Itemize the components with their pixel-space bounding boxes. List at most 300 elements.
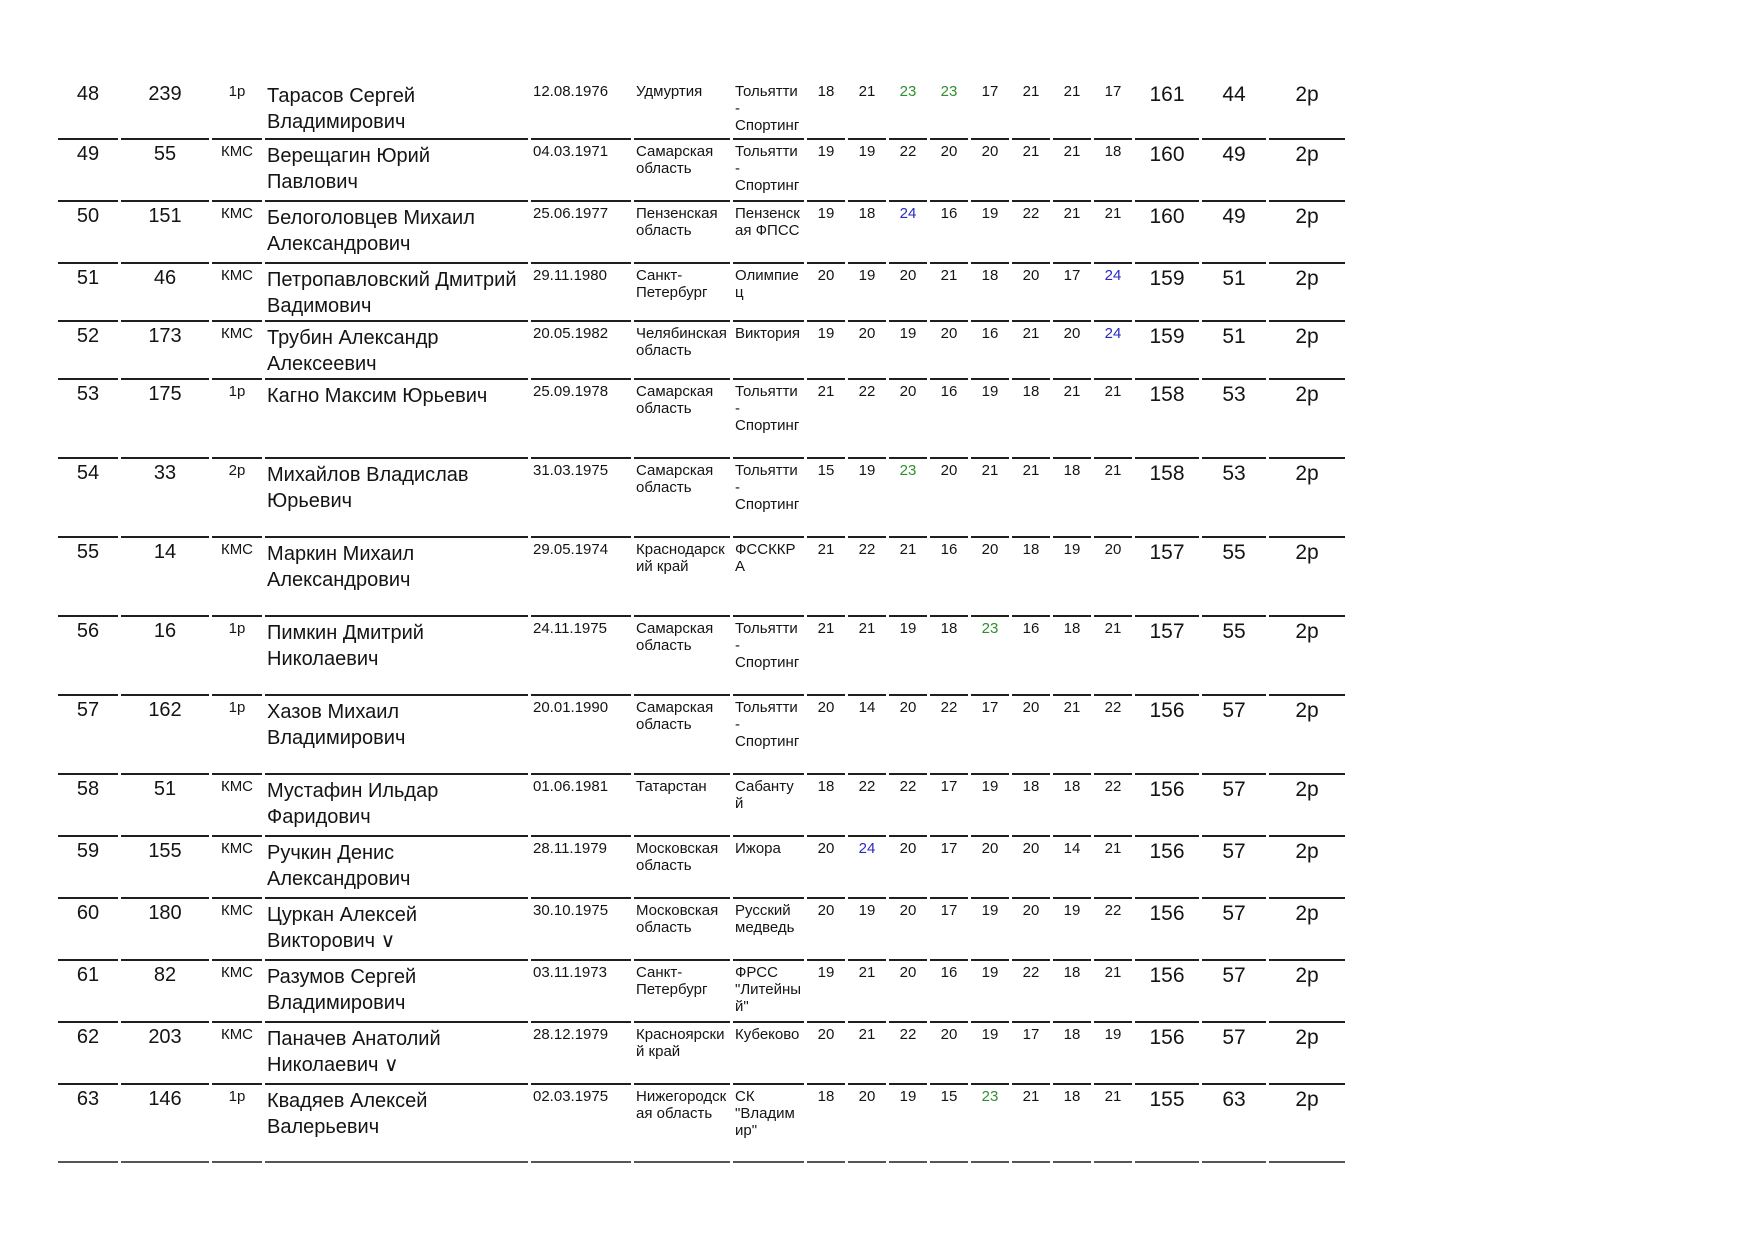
rank-cell: 1р bbox=[212, 617, 262, 696]
series-score-cell: 18 bbox=[1053, 775, 1091, 837]
total-score-cell: 155 bbox=[1135, 1085, 1199, 1163]
rank-cell: КМС bbox=[212, 837, 262, 899]
club-cell: Ижора bbox=[733, 837, 804, 899]
series-score-cell: 18 bbox=[1012, 775, 1050, 837]
series-score-cell: 21 bbox=[930, 264, 968, 322]
place-cell: 59 bbox=[58, 837, 118, 899]
birthdate-cell: 29.11.1980 bbox=[531, 264, 631, 322]
club-cell: Тольятти - Спортинг bbox=[733, 380, 804, 459]
total-score-cell: 156 bbox=[1135, 961, 1199, 1023]
series-score-cell: 20 bbox=[930, 322, 968, 380]
bib-number-cell: 151 bbox=[121, 202, 209, 264]
series-score-cell: 23 bbox=[971, 1085, 1009, 1163]
series-score-cell: 21 bbox=[1094, 617, 1132, 696]
series-score-cell: 21 bbox=[1094, 961, 1132, 1023]
bib-number-cell: 173 bbox=[121, 322, 209, 380]
series-score-cell: 18 bbox=[1012, 380, 1050, 459]
club-cell: Тольятти - Спортинг bbox=[733, 696, 804, 775]
series-score-cell: 20 bbox=[807, 899, 845, 961]
place-cell: 63 bbox=[58, 1085, 118, 1163]
birthdate-cell: 04.03.1971 bbox=[531, 140, 631, 202]
athlete-name-cell: Верещагин Юрий Павлович bbox=[265, 140, 528, 202]
club-cell: Русский медведь bbox=[733, 899, 804, 961]
series-score-cell: 19 bbox=[971, 961, 1009, 1023]
series-score-cell: 21 bbox=[889, 538, 927, 617]
athlete-name-cell: Мустафин Ильдар Фаридович bbox=[265, 775, 528, 837]
athlete-name-cell: Цуркан Алексей Викторович ∨ bbox=[265, 899, 528, 961]
series-score-cell: 22 bbox=[889, 1023, 927, 1085]
total-place-cell: 57 bbox=[1202, 696, 1266, 775]
series-score-cell: 21 bbox=[1012, 459, 1050, 538]
table-row bbox=[58, 140, 1345, 202]
series-score-cell: 15 bbox=[930, 1085, 968, 1163]
series-score-cell: 21 bbox=[1094, 459, 1132, 538]
series-score-cell: 20 bbox=[1012, 264, 1050, 322]
series-score-cell: 14 bbox=[848, 696, 886, 775]
series-score-cell: 20 bbox=[1094, 538, 1132, 617]
region-cell: Челябинская область bbox=[634, 322, 730, 380]
table-row bbox=[58, 617, 1345, 696]
series-score-cell: 18 bbox=[930, 617, 968, 696]
series-score-cell: 21 bbox=[807, 617, 845, 696]
final-rank-cell: 2р bbox=[1269, 961, 1345, 1023]
place-cell: 57 bbox=[58, 696, 118, 775]
region-cell: Московская область bbox=[634, 837, 730, 899]
final-rank-cell: 2р bbox=[1269, 459, 1345, 538]
series-score-cell: 22 bbox=[848, 775, 886, 837]
total-place-cell: 57 bbox=[1202, 961, 1266, 1023]
rank-cell: 1р bbox=[212, 380, 262, 459]
athlete-name-cell: Петропавловский Дмитрий Вадимович bbox=[265, 264, 528, 322]
series-score-cell: 20 bbox=[807, 1023, 845, 1085]
final-rank-cell: 2р bbox=[1269, 80, 1345, 140]
region-cell: Самарская область bbox=[634, 380, 730, 459]
series-score-cell: 22 bbox=[1094, 696, 1132, 775]
series-score-cell: 22 bbox=[1094, 775, 1132, 837]
table-row bbox=[58, 837, 1345, 899]
athlete-name-cell: Кагно Максим Юрьевич bbox=[265, 380, 528, 459]
final-rank-cell: 2р bbox=[1269, 899, 1345, 961]
series-score-cell: 18 bbox=[807, 1085, 845, 1163]
series-score-cell: 20 bbox=[930, 140, 968, 202]
total-score-cell: 156 bbox=[1135, 696, 1199, 775]
series-score-cell: 20 bbox=[889, 899, 927, 961]
total-score-cell: 159 bbox=[1135, 322, 1199, 380]
region-cell: Пензенская область bbox=[634, 202, 730, 264]
birthdate-cell: 31.03.1975 bbox=[531, 459, 631, 538]
final-rank-cell: 2р bbox=[1269, 322, 1345, 380]
birthdate-cell: 01.06.1981 bbox=[531, 775, 631, 837]
birthdate-cell: 29.05.1974 bbox=[531, 538, 631, 617]
series-score-cell: 19 bbox=[807, 140, 845, 202]
series-score-cell: 19 bbox=[807, 961, 845, 1023]
series-score-cell: 18 bbox=[807, 775, 845, 837]
series-score-cell: 19 bbox=[848, 140, 886, 202]
region-cell: Самарская область bbox=[634, 459, 730, 538]
club-cell: Тольятти - Спортинг bbox=[733, 140, 804, 202]
total-place-cell: 51 bbox=[1202, 322, 1266, 380]
bib-number-cell: 203 bbox=[121, 1023, 209, 1085]
athlete-name-cell: Пимкин Дмитрий Николаевич bbox=[265, 617, 528, 696]
series-score-cell: 17 bbox=[1094, 80, 1132, 140]
rank-cell: 1р bbox=[212, 696, 262, 775]
series-score-cell: 18 bbox=[1094, 140, 1132, 202]
club-cell: Виктория bbox=[733, 322, 804, 380]
total-score-cell: 156 bbox=[1135, 899, 1199, 961]
final-rank-cell: 2р bbox=[1269, 140, 1345, 202]
series-score-cell: 18 bbox=[971, 264, 1009, 322]
series-score-cell: 21 bbox=[848, 617, 886, 696]
bib-number-cell: 155 bbox=[121, 837, 209, 899]
table-row bbox=[58, 322, 1345, 380]
series-score-cell: 20 bbox=[930, 1023, 968, 1085]
series-score-cell: 23 bbox=[971, 617, 1009, 696]
total-place-cell: 53 bbox=[1202, 459, 1266, 538]
series-score-cell: 20 bbox=[807, 837, 845, 899]
series-score-cell: 24 bbox=[1094, 322, 1132, 380]
series-score-cell: 14 bbox=[1053, 837, 1091, 899]
club-cell: Олимпиец bbox=[733, 264, 804, 322]
rank-cell: КМС bbox=[212, 961, 262, 1023]
rank-cell: 2р bbox=[212, 459, 262, 538]
final-rank-cell: 2р bbox=[1269, 202, 1345, 264]
series-score-cell: 20 bbox=[889, 837, 927, 899]
series-score-cell: 16 bbox=[930, 961, 968, 1023]
series-score-cell: 20 bbox=[807, 696, 845, 775]
club-cell: Пензенская ФПСС bbox=[733, 202, 804, 264]
series-score-cell: 24 bbox=[1094, 264, 1132, 322]
total-place-cell: 49 bbox=[1202, 202, 1266, 264]
table-row bbox=[58, 696, 1345, 775]
region-cell: Самарская область bbox=[634, 617, 730, 696]
region-cell: Краснодарский край bbox=[634, 538, 730, 617]
total-score-cell: 156 bbox=[1135, 1023, 1199, 1085]
bib-number-cell: 239 bbox=[121, 80, 209, 140]
table-row bbox=[58, 459, 1345, 538]
series-score-cell: 20 bbox=[971, 538, 1009, 617]
club-cell: Сабантуй bbox=[733, 775, 804, 837]
final-rank-cell: 2р bbox=[1269, 538, 1345, 617]
series-score-cell: 19 bbox=[889, 617, 927, 696]
series-score-cell: 20 bbox=[889, 696, 927, 775]
final-rank-cell: 2р bbox=[1269, 1023, 1345, 1085]
series-score-cell: 17 bbox=[971, 80, 1009, 140]
series-score-cell: 20 bbox=[1012, 696, 1050, 775]
athlete-name-cell: Михайлов Владислав Юрьевич bbox=[265, 459, 528, 538]
place-cell: 50 bbox=[58, 202, 118, 264]
place-cell: 51 bbox=[58, 264, 118, 322]
final-rank-cell: 2р bbox=[1269, 380, 1345, 459]
region-cell: Санкт-Петербург bbox=[634, 264, 730, 322]
athlete-name-cell: Маркин Михаил Александрович bbox=[265, 538, 528, 617]
total-score-cell: 160 bbox=[1135, 202, 1199, 264]
rank-cell: КМС bbox=[212, 322, 262, 380]
region-cell: Красноярский край bbox=[634, 1023, 730, 1085]
series-score-cell: 22 bbox=[848, 380, 886, 459]
series-score-cell: 22 bbox=[1012, 202, 1050, 264]
region-cell: Самарская область bbox=[634, 140, 730, 202]
region-cell: Удмуртия bbox=[634, 80, 730, 140]
series-score-cell: 21 bbox=[1012, 80, 1050, 140]
series-score-cell: 18 bbox=[848, 202, 886, 264]
total-score-cell: 159 bbox=[1135, 264, 1199, 322]
bib-number-cell: 55 bbox=[121, 140, 209, 202]
birthdate-cell: 25.09.1978 bbox=[531, 380, 631, 459]
series-score-cell: 21 bbox=[1012, 140, 1050, 202]
athlete-name-cell: Паначев Анатолий Николаевич ∨ bbox=[265, 1023, 528, 1085]
birthdate-cell: 03.11.1973 bbox=[531, 961, 631, 1023]
results-sheet bbox=[55, 80, 1754, 1163]
series-score-cell: 15 bbox=[807, 459, 845, 538]
table-row bbox=[58, 961, 1345, 1023]
series-score-cell: 17 bbox=[1053, 264, 1091, 322]
rank-cell: КМС bbox=[212, 140, 262, 202]
rank-cell: 1р bbox=[212, 1085, 262, 1163]
athlete-name-cell: Хазов Михаил Владимирович bbox=[265, 696, 528, 775]
club-cell: Кубеково bbox=[733, 1023, 804, 1085]
bib-number-cell: 14 bbox=[121, 538, 209, 617]
series-score-cell: 22 bbox=[1094, 899, 1132, 961]
series-score-cell: 20 bbox=[889, 961, 927, 1023]
series-score-cell: 21 bbox=[807, 380, 845, 459]
series-score-cell: 20 bbox=[848, 322, 886, 380]
series-score-cell: 19 bbox=[848, 459, 886, 538]
total-place-cell: 57 bbox=[1202, 1023, 1266, 1085]
series-score-cell: 19 bbox=[971, 202, 1009, 264]
series-score-cell: 19 bbox=[889, 322, 927, 380]
series-score-cell: 19 bbox=[1094, 1023, 1132, 1085]
club-cell: Тольятти - Спортинг bbox=[733, 80, 804, 140]
table-row bbox=[58, 775, 1345, 837]
series-score-cell: 18 bbox=[807, 80, 845, 140]
bib-number-cell: 180 bbox=[121, 899, 209, 961]
series-score-cell: 22 bbox=[889, 140, 927, 202]
total-score-cell: 156 bbox=[1135, 775, 1199, 837]
club-cell: Тольятти - Спортинг bbox=[733, 459, 804, 538]
bib-number-cell: 146 bbox=[121, 1085, 209, 1163]
series-score-cell: 19 bbox=[971, 380, 1009, 459]
series-score-cell: 21 bbox=[1012, 1085, 1050, 1163]
birthdate-cell: 12.08.1976 bbox=[531, 80, 631, 140]
series-score-cell: 22 bbox=[848, 538, 886, 617]
birthdate-cell: 24.11.1975 bbox=[531, 617, 631, 696]
series-score-cell: 20 bbox=[848, 1085, 886, 1163]
table-row bbox=[58, 380, 1345, 459]
series-score-cell: 18 bbox=[1053, 961, 1091, 1023]
region-cell: Санкт-Петербург bbox=[634, 961, 730, 1023]
place-cell: 54 bbox=[58, 459, 118, 538]
series-score-cell: 19 bbox=[807, 202, 845, 264]
rank-cell: 1р bbox=[212, 80, 262, 140]
series-score-cell: 20 bbox=[1012, 837, 1050, 899]
series-score-cell: 23 bbox=[889, 80, 927, 140]
birthdate-cell: 28.11.1979 bbox=[531, 837, 631, 899]
series-score-cell: 24 bbox=[889, 202, 927, 264]
place-cell: 56 bbox=[58, 617, 118, 696]
final-rank-cell: 2р bbox=[1269, 837, 1345, 899]
results-table bbox=[55, 80, 1348, 1163]
athlete-name-cell: Белоголовцев Михаил Александрович bbox=[265, 202, 528, 264]
series-score-cell: 21 bbox=[1094, 1085, 1132, 1163]
series-score-cell: 19 bbox=[1053, 899, 1091, 961]
total-place-cell: 55 bbox=[1202, 538, 1266, 617]
place-cell: 49 bbox=[58, 140, 118, 202]
final-rank-cell: 2р bbox=[1269, 775, 1345, 837]
series-score-cell: 18 bbox=[1012, 538, 1050, 617]
series-score-cell: 19 bbox=[848, 899, 886, 961]
bib-number-cell: 16 bbox=[121, 617, 209, 696]
athlete-name-cell: Трубин Александр Алексеевич bbox=[265, 322, 528, 380]
table-row bbox=[58, 538, 1345, 617]
series-score-cell: 16 bbox=[1012, 617, 1050, 696]
series-score-cell: 19 bbox=[971, 1023, 1009, 1085]
series-score-cell: 20 bbox=[1012, 899, 1050, 961]
athlete-name-cell: Тарасов Сергей Владимирович bbox=[265, 80, 528, 140]
total-place-cell: 63 bbox=[1202, 1085, 1266, 1163]
series-score-cell: 17 bbox=[930, 775, 968, 837]
total-place-cell: 57 bbox=[1202, 899, 1266, 961]
series-score-cell: 20 bbox=[971, 837, 1009, 899]
series-score-cell: 22 bbox=[930, 696, 968, 775]
series-score-cell: 21 bbox=[1094, 202, 1132, 264]
series-score-cell: 21 bbox=[1094, 837, 1132, 899]
bib-number-cell: 33 bbox=[121, 459, 209, 538]
series-score-cell: 20 bbox=[930, 459, 968, 538]
rank-cell: КМС bbox=[212, 202, 262, 264]
final-rank-cell: 2р bbox=[1269, 696, 1345, 775]
total-place-cell: 57 bbox=[1202, 775, 1266, 837]
table-row bbox=[58, 1085, 1345, 1163]
rank-cell: КМС bbox=[212, 1023, 262, 1085]
series-score-cell: 20 bbox=[807, 264, 845, 322]
series-score-cell: 20 bbox=[971, 140, 1009, 202]
series-score-cell: 19 bbox=[889, 1085, 927, 1163]
rank-cell: КМС bbox=[212, 899, 262, 961]
birthdate-cell: 25.06.1977 bbox=[531, 202, 631, 264]
total-place-cell: 57 bbox=[1202, 837, 1266, 899]
series-score-cell: 21 bbox=[1053, 696, 1091, 775]
place-cell: 61 bbox=[58, 961, 118, 1023]
club-cell: ФРСС "Литейный" bbox=[733, 961, 804, 1023]
series-score-cell: 19 bbox=[848, 264, 886, 322]
series-score-cell: 18 bbox=[1053, 617, 1091, 696]
series-score-cell: 17 bbox=[971, 696, 1009, 775]
series-score-cell: 19 bbox=[807, 322, 845, 380]
birthdate-cell: 28.12.1979 bbox=[531, 1023, 631, 1085]
total-score-cell: 158 bbox=[1135, 459, 1199, 538]
series-score-cell: 19 bbox=[971, 775, 1009, 837]
total-place-cell: 51 bbox=[1202, 264, 1266, 322]
birthdate-cell: 20.05.1982 bbox=[531, 322, 631, 380]
total-place-cell: 44 bbox=[1202, 80, 1266, 140]
table-row bbox=[58, 1023, 1345, 1085]
table-row bbox=[58, 202, 1345, 264]
birthdate-cell: 02.03.1975 bbox=[531, 1085, 631, 1163]
series-score-cell: 16 bbox=[930, 202, 968, 264]
total-place-cell: 49 bbox=[1202, 140, 1266, 202]
final-rank-cell: 2р bbox=[1269, 264, 1345, 322]
total-place-cell: 53 bbox=[1202, 380, 1266, 459]
birthdate-cell: 20.01.1990 bbox=[531, 696, 631, 775]
series-score-cell: 21 bbox=[971, 459, 1009, 538]
series-score-cell: 18 bbox=[1053, 1085, 1091, 1163]
birthdate-cell: 30.10.1975 bbox=[531, 899, 631, 961]
total-score-cell: 158 bbox=[1135, 380, 1199, 459]
series-score-cell: 16 bbox=[930, 538, 968, 617]
athlete-name-cell: Разумов Сергей Владимирович bbox=[265, 961, 528, 1023]
series-score-cell: 16 bbox=[930, 380, 968, 459]
rank-cell: КМС bbox=[212, 538, 262, 617]
series-score-cell: 21 bbox=[848, 961, 886, 1023]
place-cell: 53 bbox=[58, 380, 118, 459]
table-row bbox=[58, 264, 1345, 322]
place-cell: 62 bbox=[58, 1023, 118, 1085]
bib-number-cell: 175 bbox=[121, 380, 209, 459]
series-score-cell: 24 bbox=[848, 837, 886, 899]
bib-number-cell: 46 bbox=[121, 264, 209, 322]
series-score-cell: 22 bbox=[1012, 961, 1050, 1023]
athlete-name-cell: Квадяев Алексей Валерьевич bbox=[265, 1085, 528, 1163]
region-cell: Нижегородская область bbox=[634, 1085, 730, 1163]
series-score-cell: 18 bbox=[1053, 459, 1091, 538]
series-score-cell: 17 bbox=[930, 837, 968, 899]
place-cell: 55 bbox=[58, 538, 118, 617]
total-score-cell: 157 bbox=[1135, 538, 1199, 617]
place-cell: 58 bbox=[58, 775, 118, 837]
results-table-body bbox=[58, 80, 1345, 1163]
total-score-cell: 161 bbox=[1135, 80, 1199, 140]
place-cell: 60 bbox=[58, 899, 118, 961]
region-cell: Самарская область bbox=[634, 696, 730, 775]
final-rank-cell: 2р bbox=[1269, 617, 1345, 696]
series-score-cell: 23 bbox=[889, 459, 927, 538]
rank-cell: КМС bbox=[212, 264, 262, 322]
series-score-cell: 20 bbox=[1053, 322, 1091, 380]
series-score-cell: 16 bbox=[971, 322, 1009, 380]
bib-number-cell: 162 bbox=[121, 696, 209, 775]
series-score-cell: 21 bbox=[1053, 380, 1091, 459]
total-score-cell: 160 bbox=[1135, 140, 1199, 202]
series-score-cell: 17 bbox=[930, 899, 968, 961]
total-place-cell: 55 bbox=[1202, 617, 1266, 696]
region-cell: Татарстан bbox=[634, 775, 730, 837]
series-score-cell: 19 bbox=[1053, 538, 1091, 617]
series-score-cell: 23 bbox=[930, 80, 968, 140]
table-row bbox=[58, 80, 1345, 140]
bib-number-cell: 51 bbox=[121, 775, 209, 837]
series-score-cell: 21 bbox=[807, 538, 845, 617]
club-cell: СК "Владимир" bbox=[733, 1085, 804, 1163]
series-score-cell: 20 bbox=[889, 380, 927, 459]
series-score-cell: 21 bbox=[1012, 322, 1050, 380]
series-score-cell: 21 bbox=[1094, 380, 1132, 459]
series-score-cell: 20 bbox=[889, 264, 927, 322]
series-score-cell: 21 bbox=[1053, 140, 1091, 202]
rank-cell: КМС bbox=[212, 775, 262, 837]
series-score-cell: 21 bbox=[848, 80, 886, 140]
series-score-cell: 17 bbox=[1012, 1023, 1050, 1085]
series-score-cell: 21 bbox=[848, 1023, 886, 1085]
region-cell: Московская область bbox=[634, 899, 730, 961]
club-cell: Тольятти - Спортинг bbox=[733, 617, 804, 696]
bib-number-cell: 82 bbox=[121, 961, 209, 1023]
club-cell: ФССККРА bbox=[733, 538, 804, 617]
table-row bbox=[58, 899, 1345, 961]
total-score-cell: 156 bbox=[1135, 837, 1199, 899]
athlete-name-cell: Ручкин Денис Александрович bbox=[265, 837, 528, 899]
series-score-cell: 19 bbox=[971, 899, 1009, 961]
place-cell: 52 bbox=[58, 322, 118, 380]
